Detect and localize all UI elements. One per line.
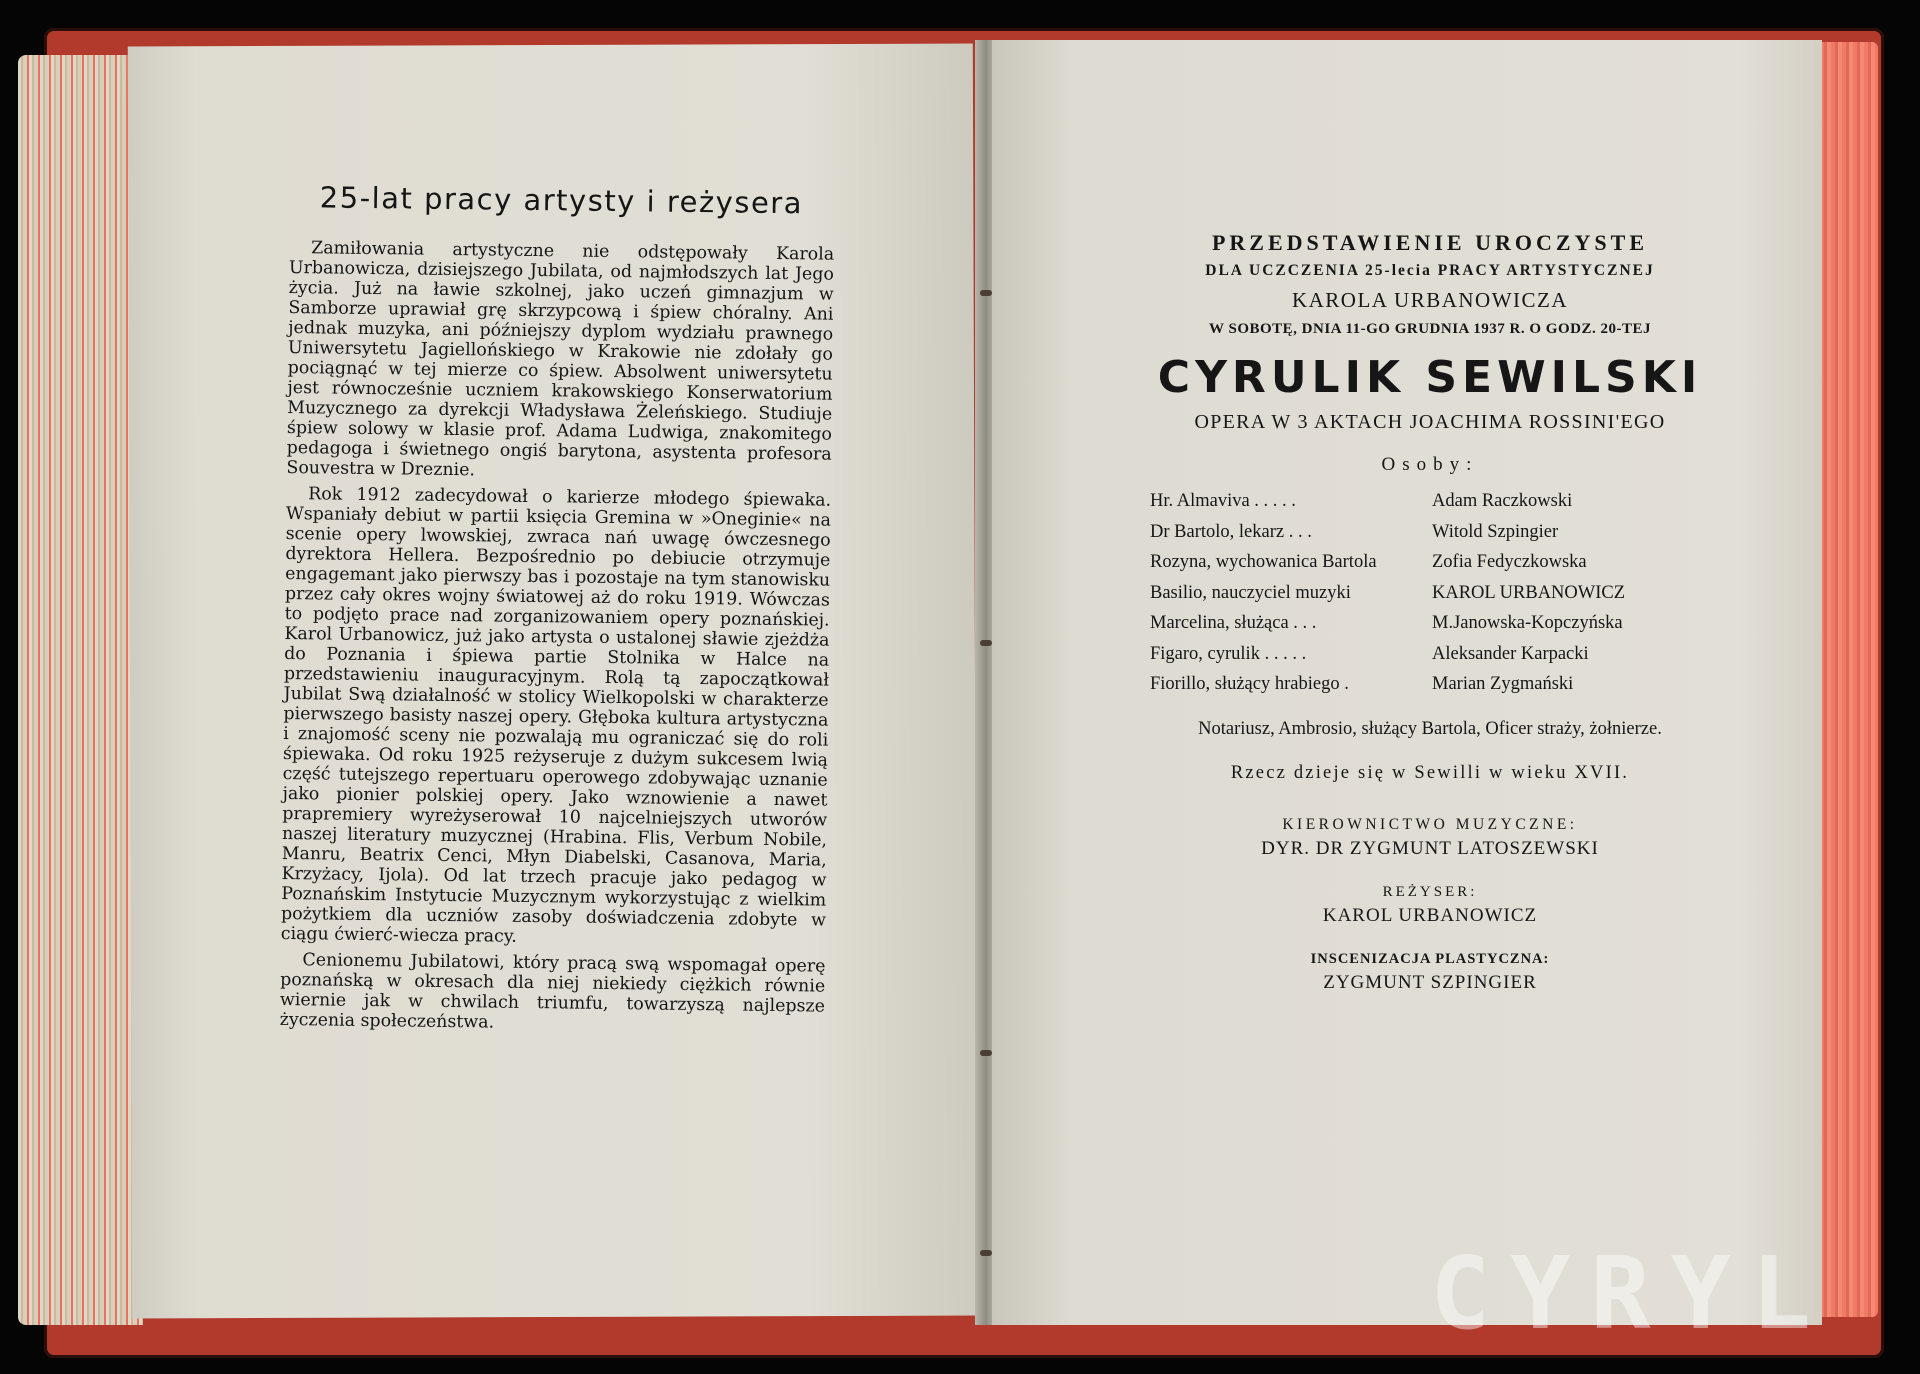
director-label: REŻYSER: <box>1382 883 1478 900</box>
cast-actor: Marian Zygmański <box>1432 674 1574 694</box>
cyryl-watermark: CYRYL <box>1430 1235 1832 1352</box>
binding-stitch <box>980 1250 992 1256</box>
cast-actor: Aleksander Karpacki <box>1432 643 1589 664</box>
left-heading: 25-lat pracy artysty i reżysera <box>319 180 804 221</box>
cast-row <box>1150 486 1710 517</box>
cast-role: Hr. Almaviva . . . . . <box>1150 491 1296 511</box>
cast-row <box>1150 639 1710 670</box>
paragraph-2: Rok 1912 zadecydował o karierze młodego śpiewaka. Wspaniały debiut w partii księcia Gremina w »Oneginie« na scenie opery lwowskiej, zwraca nań uwagę ówczesnego dyrektora Hellera. Bezpośrednio po debiucie otrzymuje engagemant jako pierwszy bas i pozostaje na tym stanowisku przez cały okres wojny światowej aż do roku 1919. Wówczas to podjęto prace nad zorganizowaniem opery poznańskiej. Karol Urbanowicz, już jako artysta o ustalonej sławie zjeżdża do Poznania i śpiewa partie Stolnika w Halce na przedstawieniu inauguracyjnym. Rolą tą zapoczątkował Jubilat Swą działalność w stolicy Wielkopolski w charakterze pierwszego basisty naszej opery. Głęboka kultura artystyczna i znajomość sceny nie pozwalają mu ograniczać się do roli śpiewaka. Od roku 1925 reżyseruje z dużym sukcesem lwią część tutejszego repertuaru operowego zdobywając uznanie jako pionier polskiej opery. Jako wznowienie a nawet prapremiery wyreżyserował 10 najcelniejszych utworów naszej literatury muzycznej (Hrabina. Flis, Verbum Nobile, Manru, Beatrix Cenci, Młyn Diabelski, Casanova, Maria, Krzyżacy, Ijola). Od lat trzech pracuje jako pedagog w Poznańskim Instytucie Muzycznym wykorzystując z wielkim pożytkiem dla uczniów zasoby doświadczenia zdobyte w ciągu ćwierć-wiecza pracy. <box>280 484 832 947</box>
cast-role: Fiorillo, służący hrabiego . <box>1150 674 1349 694</box>
cast-row <box>1150 669 1710 700</box>
honoree-name: KAROLA URBANOWICZA <box>1291 288 1569 312</box>
binding-stitch <box>980 1050 992 1056</box>
cast-actor: Zofia Fedyczkowska <box>1432 552 1587 572</box>
music-director-name: DYR. DR ZYGMUNT LATOSZEWSKI <box>1261 837 1599 859</box>
cast-actor: M.Janowska-Kopczyńska <box>1432 613 1623 633</box>
cast-actor: Witold Szpingier <box>1432 521 1559 542</box>
binding-stitch <box>980 290 992 296</box>
director-name: KAROL URBANOWICZ <box>1322 904 1538 926</box>
page-edges-left <box>18 55 143 1325</box>
set-design-label: INSCENIZACJA PLASTYCZNA: <box>1310 950 1550 967</box>
cast-row <box>1150 547 1710 578</box>
event-title: PRZEDSTAWIENIE UROCZYSTE <box>1211 230 1649 255</box>
cast-row <box>1150 608 1710 639</box>
paragraph-1: Zamiłowania artystyczne nie odstępowały Karola Urbanowicza, dzisiejszego Jubilata, od najmłodszych lat Jego życia. Już na ławie szkolnej, jako uczeń gimnazjum w Samborze uprawiał grę skrzypcową i śpiew chóralny. Ani jednak muzyka, ani późniejszy dyplom wydziału prawnego Uniwersytetu Jagiellońskiego w Krakowie nie zdołały go pociągnąć w tej mierze co śpiew. Absolwent uniwersytetu jest równocześnie uczniem krakowskiego Konserwatorium Muzycznego za dyrekcji Władysława Żeleńskiego. Studiuje śpiew solowy w klasie prof. Adama Ludwiga, znakomitego pedagoga i świetnego ongiś barytona, asystenta profesora Souvestra w Dreznie. <box>286 238 835 481</box>
cast-role: Rozyna, wychowanica Bartola <box>1150 552 1377 572</box>
cast-heading: Osoby: <box>1381 454 1479 475</box>
extras-list: Notariusz, Ambrosio, służący Bartola, Oficer straży, żołnierze. <box>1198 718 1662 739</box>
cast-row <box>1150 578 1710 609</box>
cast-actor: KAROL URBANOWICZ <box>1432 582 1626 603</box>
set-designer-name: ZYGMUNT SZPINGIER <box>1323 971 1537 993</box>
binding-stitch <box>980 640 992 646</box>
page-edges-right <box>1820 42 1878 1317</box>
paragraph-3: Cenionemu Jubilatowi, który pracą swą wspomagał operę poznańską w okresach dla niej niekiedy ciężkich równie wiernie jak w chwilach triumfu, towarzyszą najlepsze życzenia społeczeństwa. <box>279 950 826 1033</box>
cast-row <box>1150 517 1710 548</box>
opera-subtitle: OPERA W 3 AKTACH JOACHIMA ROSSINI'EGO <box>1194 411 1666 433</box>
opera-title: CYRULIK SEWILSKI <box>1157 352 1703 403</box>
music-direction-label: KIEROWNICTWO MUZYCZNE: <box>1282 815 1578 833</box>
event-dedication: DLA UCZCZENIA 25-lecia PRACY ARTYSTYCZNEJ <box>1205 262 1655 279</box>
left-page-text <box>280 180 835 1043</box>
setting-note: Rzecz dzieje się w Sewilli w wieku XVII. <box>1230 762 1630 783</box>
event-date: W SOBOTĘ, DNIA 11-GO GRUDNIA 1937 R. O GODZ. 20-TEJ <box>1209 321 1651 337</box>
right-page-text <box>1150 230 1710 994</box>
cast-role: Figaro, cyrulik . . . . . <box>1150 643 1307 664</box>
cast-role: Basilio, nauczyciel muzyki <box>1150 582 1351 603</box>
cast-list <box>1150 486 1710 700</box>
cast-role: Dr Bartolo, lekarz . . . <box>1150 521 1312 542</box>
cast-actor: Adam Raczkowski <box>1432 491 1573 511</box>
cast-role: Marcelina, służąca . . . <box>1150 613 1317 633</box>
